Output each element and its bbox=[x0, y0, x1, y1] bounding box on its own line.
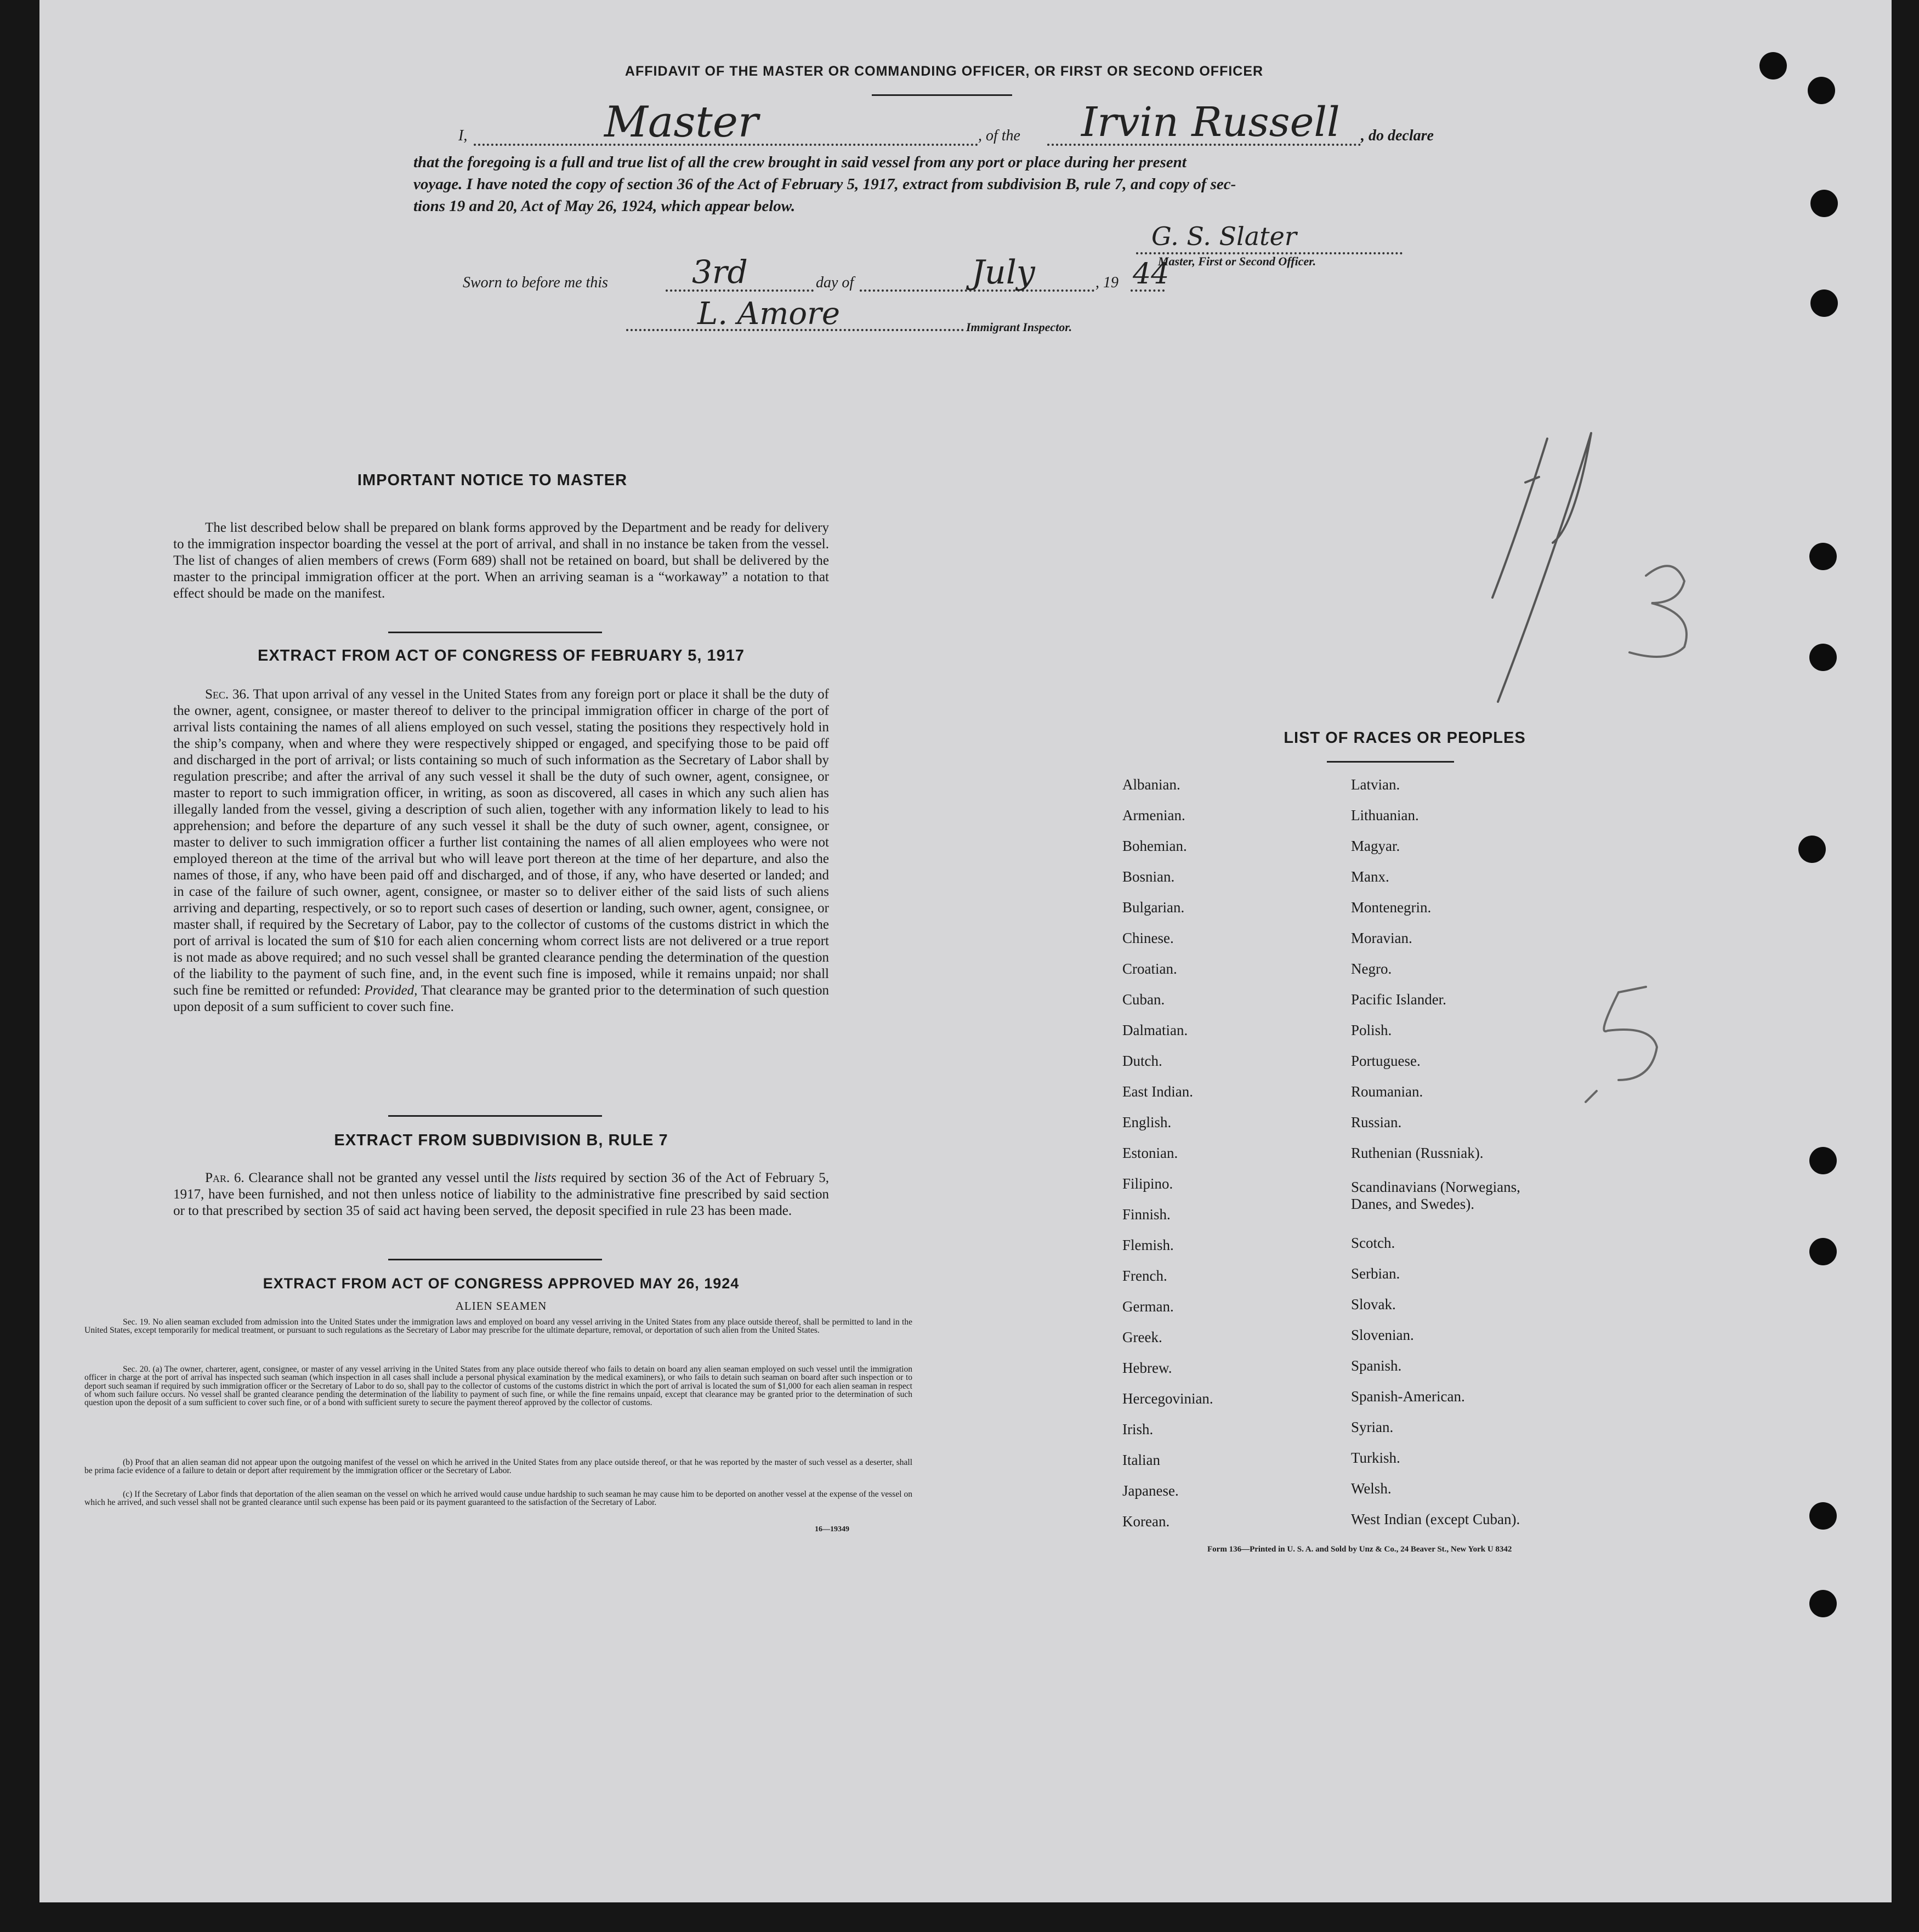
divider-2 bbox=[388, 1115, 602, 1117]
binder-hole bbox=[1809, 1590, 1837, 1617]
race-right-slovenian: Slovenian. bbox=[1351, 1327, 1414, 1343]
race-right-montenegrin: Montenegrin. bbox=[1351, 899, 1432, 916]
race-left-greek: Greek. bbox=[1122, 1329, 1162, 1345]
binder-hole bbox=[1759, 52, 1787, 79]
handwritten-month: July bbox=[972, 253, 1035, 292]
par-6-text-b: required by section 36 of the Act of February 5, 1917, have been furnished, and not then unless notice of liability to the administrative fine prescribed by said section or to that prescribed by section 35 of said act having been served, the deposit specified in rule 23 has been made. bbox=[173, 1170, 830, 1218]
sec-20b-text: (b) Proof that an alien seaman did not appear upon the outgoing manifest of the vessel on which he arrived in the United States from any place outside thereof, or that he was reported by the master of such vessel as a deserter, shall be prima facie evidence of a failure to detain or deport after requirement by the immigration officer or the Secretary of Labor. bbox=[84, 1458, 912, 1476]
of-the-label: , of the bbox=[978, 127, 1020, 144]
race-right-magyar: Magyar. bbox=[1351, 838, 1400, 854]
declaration-line-3: tions 19 and 20, Act of May 26, 1924, which appear below. bbox=[413, 197, 796, 215]
race-right-scotch: Scotch. bbox=[1351, 1235, 1395, 1251]
declaration-line-1: that the foregoing is a full and true list of all the crew brought in said vessel from any port or place during her present bbox=[413, 154, 1186, 171]
handwritten-day: 3rd bbox=[692, 253, 748, 291]
race-right-polish: Polish. bbox=[1351, 1022, 1392, 1038]
divider-3 bbox=[388, 1259, 602, 1260]
binder-hole bbox=[1810, 289, 1838, 317]
sec-36-text-end: That clearance may be granted prior to the determination of such question upon deposit of a sum sufficient to cover such fine. bbox=[173, 983, 830, 1014]
notice-body: The list described below shall be prepared on blank forms approved by the Department and be ready for delivery to the immigration inspector boarding the vessel at the port of arrival, and shall in no instance be taken from the vessel. The list of changes of alien members of crews (Form 689) shall not be retained on board, but shall be delivered by the master to the principal immigration officer at the port. When an arriving seaman is a “workaway” a notation to that effect should be made on the manifest. bbox=[173, 520, 829, 601]
binder-hole bbox=[1809, 543, 1837, 570]
declaration-line-2: voyage. I have noted the copy of section 36 of the Act of February 5, 1917, extract from subdivision B, rule 7, and copy of sec- bbox=[413, 175, 1236, 193]
sec-36-label: Sec. 36. bbox=[205, 687, 250, 702]
race-left-finnish: Finnish. bbox=[1122, 1206, 1171, 1223]
binder-hole bbox=[1808, 77, 1835, 104]
race-left-japanese: Japanese. bbox=[1122, 1482, 1179, 1499]
pencil-side-mark bbox=[1564, 970, 1706, 1113]
provided-word: Provided, bbox=[364, 983, 418, 998]
race-left-bulgarian: Bulgarian. bbox=[1122, 899, 1185, 916]
race-left-dalmatian: Dalmatian. bbox=[1122, 1022, 1188, 1038]
races-title: LIST OF RACES OR PEOPLES bbox=[1284, 729, 1526, 747]
race-right-roumanian: Roumanian. bbox=[1351, 1083, 1423, 1100]
race-right-slovak: Slovak. bbox=[1351, 1296, 1396, 1312]
extract-1924-title: EXTRACT FROM ACT OF CONGRESS APPROVED MAY 26, 1924 bbox=[263, 1275, 740, 1292]
race-left-cuban: Cuban. bbox=[1122, 991, 1165, 1008]
pencil-fraction-mark bbox=[1410, 417, 1750, 724]
officer-label: Master, First or Second Officer. bbox=[1158, 254, 1316, 268]
sworn-label: Sworn to before me this bbox=[463, 274, 608, 291]
binder-hole bbox=[1809, 1238, 1837, 1265]
race-left-chinese: Chinese. bbox=[1122, 930, 1174, 946]
binder-hole bbox=[1810, 190, 1838, 217]
race-left-korean: Korean. bbox=[1122, 1513, 1170, 1530]
title-underline bbox=[872, 94, 1012, 96]
race-left-armenian: Armenian. bbox=[1122, 807, 1185, 823]
handwritten-vessel: Irvin Russell bbox=[1081, 99, 1340, 146]
races-underline bbox=[1327, 761, 1454, 763]
inspector-label: Immigrant Inspector. bbox=[966, 320, 1072, 334]
binder-hole bbox=[1809, 644, 1837, 671]
race-left-hercegovinian: Hercegovinian. bbox=[1122, 1390, 1213, 1407]
affidavit-title: AFFIDAVIT OF THE MASTER OR COMMANDING OFFICER, OR FIRST OR SECOND OFFICER bbox=[624, 64, 1264, 79]
lists-word: lists bbox=[534, 1170, 557, 1185]
race-right-serbian: Serbian. bbox=[1351, 1265, 1400, 1282]
race-right-spanish-american: Spanish-American. bbox=[1351, 1388, 1465, 1405]
race-right-spanish: Spanish. bbox=[1351, 1357, 1402, 1374]
extract-rule7-body bbox=[173, 1170, 829, 1219]
extract-rule7-title: EXTRACT FROM SUBDIVISION B, RULE 7 bbox=[334, 1132, 668, 1149]
i-label: I, bbox=[458, 127, 468, 144]
handwritten-year: 44 bbox=[1133, 258, 1169, 291]
race-left-italian: Italian bbox=[1122, 1452, 1160, 1468]
race-left-irish: Irish. bbox=[1122, 1421, 1154, 1437]
race-right-ruthenian: Ruthenian (Russniak). bbox=[1351, 1145, 1484, 1161]
sec-20a-text: Sec. 20. (a) The owner, charterer, agent, consignee, or master of any vessel arriving in the United States from any place outside thereof who fails to detain on board any alien seaman employed on such vessel until the immigration officer in charge at the port of arrival has inspected such seaman (which inspection in all cases shall include a personal physical examination by the medical examiners), or who fails to detain such seaman on board after such inspection or to deport such seaman if required by such immigration officer or the Secretary of Labor to do so, shall pay to the collector of customs of the customs district in which the port of arrival is located the sum of $1,000 for each alien seaman in respect of whom such failure occurs. No vessel shall be granted clearance pending the determination of the liability to payment of such fine, or while the fine remains unpaid, except that clearance may be granted prior to the determination of such question upon the deposit of a sum sufficient to cover such fine, or of a bond with sufficient surety to secure the payment thereof approved by the collector of customs. bbox=[84, 1365, 912, 1408]
sec-36-text: That upon arrival of any vessel in the United States from any foreign port or place it shall be the duty of the owner, agent, consignee, or master thereof to deliver to the principal immigration officer in charge of the port of arrival lists containing the names of all aliens employed on such vessel, stating the positions they respectively hold in the ship’s company, when and where they were respectively shipped or engaged, and specifying those to be paid off and discharged in the port of arrival; or lists containing so much of such information as the Secretary of Labor shall by regulation prescribe; and after the arrival of any such vessel it shall be the duty of such owner, agent, consignee, or master to report to such immigration officer, in writing, as soon as discovered, all cases in which any such alien has illegally landed from the vessel, giving a description of such alien, together with any information likely to lead to his apprehension; and before the departure of any such vessel it shall be the duty of such owner, agent, consignee, or master to deliver to such immigration officer a further list containing the names of all alien employees who were not employed thereon at the time of the arrival but who will leave port thereon at the time of her departure, and also the names of those, if any, who have been paid off and discharged, and of those, if any, who have deserted or landed; and in case of the failure of such owner, agent, consignee, or master so to deliver either of the said lists of such aliens arriving and departing, respectively, or so to report such cases of desertion or landing, such owner, agent, consignee, or master shall, if required by the Secretary of Labor, pay to the collector of customs of the customs district in which the port of arrival is located the sum of $10 for each alien concerning whom correct lists are not delivered or a true report is not made as above required; and no such vessel shall be granted clearance pending the determination of the question of the liability to the payment of such fine, and, in the event such fine is imposed, while it remains unpaid; nor shall such fine be remitted or refunded: bbox=[173, 687, 829, 998]
race-left-dutch: Dutch. bbox=[1122, 1053, 1162, 1069]
race-right-welsh: Welsh. bbox=[1351, 1480, 1392, 1497]
sec-20c-text: (c) If the Secretary of Labor finds that deportation of the alien seaman on the vessel on which he arrived would cause undue hardship to such seaman he may cause him to be deported on another vessel at the expense of the vessel on which he arrived, and such vessel shall not be granted clearance until such expense has been paid or its payment guaranteed to the satisfaction of the Secretary of Labor. bbox=[84, 1490, 912, 1508]
race-left-east-indian: East Indian. bbox=[1122, 1083, 1193, 1100]
race-right-syrian: Syrian. bbox=[1351, 1419, 1394, 1435]
officer-signature: G. S. Slater bbox=[1151, 221, 1297, 251]
binder-hole bbox=[1809, 1502, 1837, 1530]
binder-hole bbox=[1809, 1147, 1837, 1174]
extract-1917-body bbox=[173, 686, 829, 1015]
year-prefix: , 19 bbox=[1095, 274, 1119, 291]
fraction-bottom-digit: 3 bbox=[1668, 610, 1671, 616]
form-footer: Form 136—Printed in U. S. A. and Sold by Unz & Co., 24 Beaver St., New York U 8342 bbox=[1207, 1545, 1512, 1554]
race-right-west-indian: West Indian (except Cuban). bbox=[1351, 1511, 1520, 1527]
race-right-lithuanian: Lithuanian. bbox=[1351, 807, 1419, 823]
race-left-german: German. bbox=[1122, 1298, 1174, 1315]
race-left-croatian: Croatian. bbox=[1122, 961, 1177, 977]
par-6-label: Par. 6. bbox=[205, 1170, 245, 1185]
race-right-russian: Russian. bbox=[1351, 1114, 1402, 1130]
race-right-turkish: Turkish. bbox=[1351, 1450, 1400, 1466]
race-left-flemish: Flemish. bbox=[1122, 1237, 1174, 1253]
extract-1924-subtitle: ALIEN SEAMEN bbox=[455, 1299, 547, 1312]
par-6-text-a: Clearance shall not be granted any vessel until the bbox=[248, 1170, 530, 1185]
race-left-estonian: Estonian. bbox=[1122, 1145, 1178, 1161]
inspector-signature: L. Amore bbox=[697, 296, 840, 332]
race-right-scandinavians: Scandinavians (Norwegians, Danes, and Swedes). bbox=[1351, 1179, 1520, 1212]
race-right-negro: Negro. bbox=[1351, 961, 1392, 977]
fraction-top-digit: 1 bbox=[1547, 522, 1550, 528]
do-declare-label: , do declare bbox=[1361, 127, 1434, 144]
race-right-manx: Manx. bbox=[1351, 868, 1389, 885]
side-mark-digit: 5 bbox=[1630, 1032, 1632, 1038]
race-right-portuguese: Portuguese. bbox=[1351, 1053, 1421, 1069]
sec-19-text: Sec. 19. No alien seaman excluded from admission into the United States under the immigration laws and employed on board any vessel arriving in the United States from any place outside thereof, shall be permitted to land in the United States, except temporarily for medical treatment, or pursuant to such regulations as the Secretary of Labor may prescribe for the ultimate departure, removal, or deportation of such alien from the United States. bbox=[84, 1317, 912, 1336]
race-right-latvian: Latvian. bbox=[1351, 776, 1400, 793]
race-left-albanian: Albanian. bbox=[1122, 776, 1180, 793]
notice-title: IMPORTANT NOTICE TO MASTER bbox=[357, 471, 628, 489]
print-code: 16—19349 bbox=[815, 1525, 849, 1533]
handwritten-name: Master bbox=[604, 98, 759, 147]
race-right-moravian: Moravian. bbox=[1351, 930, 1412, 946]
race-right-pacific-islander: Pacific Islander. bbox=[1351, 991, 1446, 1008]
day-of-label: day of bbox=[816, 274, 854, 291]
race-left-filipino: Filipino. bbox=[1122, 1175, 1173, 1192]
binder-hole bbox=[1798, 836, 1826, 863]
form-sheet bbox=[39, 0, 1892, 1902]
race-left-french: French. bbox=[1122, 1268, 1167, 1284]
extract-1917-title: EXTRACT FROM ACT OF CONGRESS OF FEBRUARY 5, 1917 bbox=[257, 647, 745, 664]
race-left-bohemian: Bohemian. bbox=[1122, 838, 1187, 854]
divider-1 bbox=[388, 632, 602, 633]
race-left-english: English. bbox=[1122, 1114, 1172, 1130]
race-left-hebrew: Hebrew. bbox=[1122, 1360, 1172, 1376]
race-left-bosnian: Bosnian. bbox=[1122, 868, 1175, 885]
